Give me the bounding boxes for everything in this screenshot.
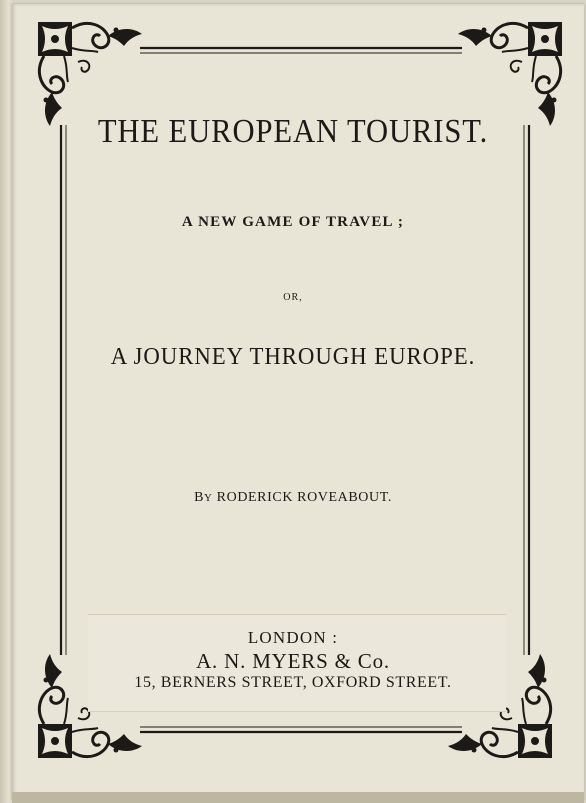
connector-or: OR, <box>283 292 303 303</box>
subtitle: A NEW GAME OF TRAVEL ; <box>181 214 405 230</box>
corner-ornament-top-left-icon <box>38 22 142 126</box>
page-title: THE EUROPEAN TOURIST. <box>97 113 489 150</box>
imprint-city: LONDON : <box>247 628 339 647</box>
imprint-publisher: A. N. MYERS & Co. <box>196 649 390 673</box>
imprint-address: 15, BERNERS STREET, OXFORD STREET. <box>134 674 452 691</box>
author-prefix-initial: B <box>194 490 205 505</box>
author-name: RODERICK ROVEABOUT. <box>216 490 392 505</box>
author-line <box>0 490 586 506</box>
author-prefix-rest: Y <box>204 492 213 504</box>
alternate-title: A JOURNEY THROUGH EUROPE. <box>110 344 476 370</box>
corner-ornament-top-right-icon <box>458 22 562 126</box>
